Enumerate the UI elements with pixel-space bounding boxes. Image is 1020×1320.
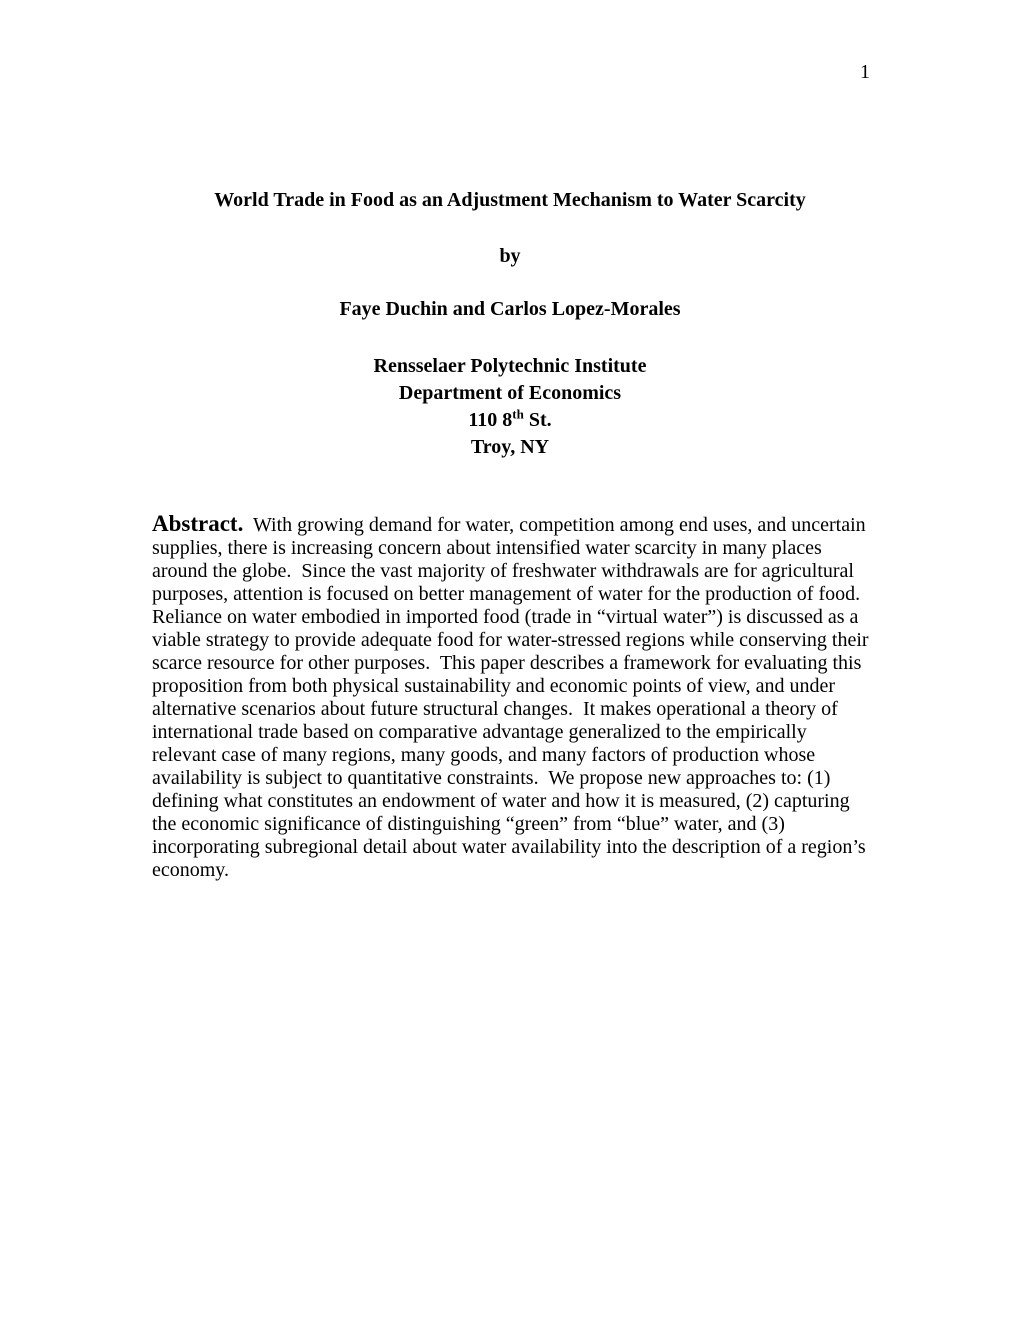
department-name: Department of Economics	[398, 382, 622, 404]
abstract-line: purposes, attention is focused on better management of water for the production of food.	[152, 583, 861, 605]
abstract-line: economy.	[152, 859, 230, 881]
abstract-line: incorporating subregional detail about water availability into the description of a region’s	[152, 836, 866, 858]
abstract-line: supplies, there is increasing concern about intensified water scarcity in many places	[152, 537, 822, 559]
abstract-line: relevant case of many regions, many goods, and many factors of production whose	[152, 744, 816, 766]
city-state: Troy, NY	[470, 436, 550, 458]
abstract-line: defining what constitutes an endowment of water and how it is measured, (2) capturing	[152, 790, 850, 812]
abstract-line: the economic significance of distinguishing “green” from “blue” water, and (3)	[152, 813, 785, 835]
byline: by	[499, 245, 521, 267]
abstract-line: proposition from both physical sustainability and economic points of view, and under	[152, 675, 836, 697]
abstract-line: international trade based on comparative advantage generalized to the empirically	[152, 721, 807, 743]
abstract-line: around the globe. Since the vast majority of freshwater withdrawals are for agricultural	[152, 560, 854, 582]
page-number: 1	[860, 61, 870, 83]
street-address-number: 110 8	[468, 409, 513, 431]
abstract-heading: Abstract.	[152, 511, 244, 536]
abstract-section	[152, 512, 869, 882]
street-address-suffix: St.	[523, 409, 552, 431]
paper-title: World Trade in Food as an Adjustment Mechanism to Water Scarcity	[214, 189, 806, 211]
authors: Faye Duchin and Carlos Lopez-Morales	[339, 298, 681, 320]
abstract-line: Reliance on water embodied in imported food (trade in “virtual water”) is discussed as a	[152, 606, 859, 628]
abstract-line: viable strategy to provide adequate food for water-stressed regions while conserving their	[152, 629, 869, 651]
abstract-line: alternative scenarios about future structural changes. It makes operational a theory of	[152, 698, 838, 720]
street-ordinal-suffix: th	[512, 406, 524, 422]
affiliation-block	[152, 353, 868, 461]
abstract-line: availability is subject to quantitative constraints. We propose new approaches to: (1)	[152, 767, 831, 789]
abstract-line: scarce resource for other purposes. This paper describes a framework for evaluating this	[152, 652, 862, 674]
abstract-line: Abstract. With growing demand for water, competition among end uses, and uncertain	[152, 511, 866, 536]
abstract-lines	[152, 512, 869, 882]
street-address	[152, 407, 868, 434]
institution-name: Rensselaer Polytechnic Institute	[373, 355, 647, 377]
